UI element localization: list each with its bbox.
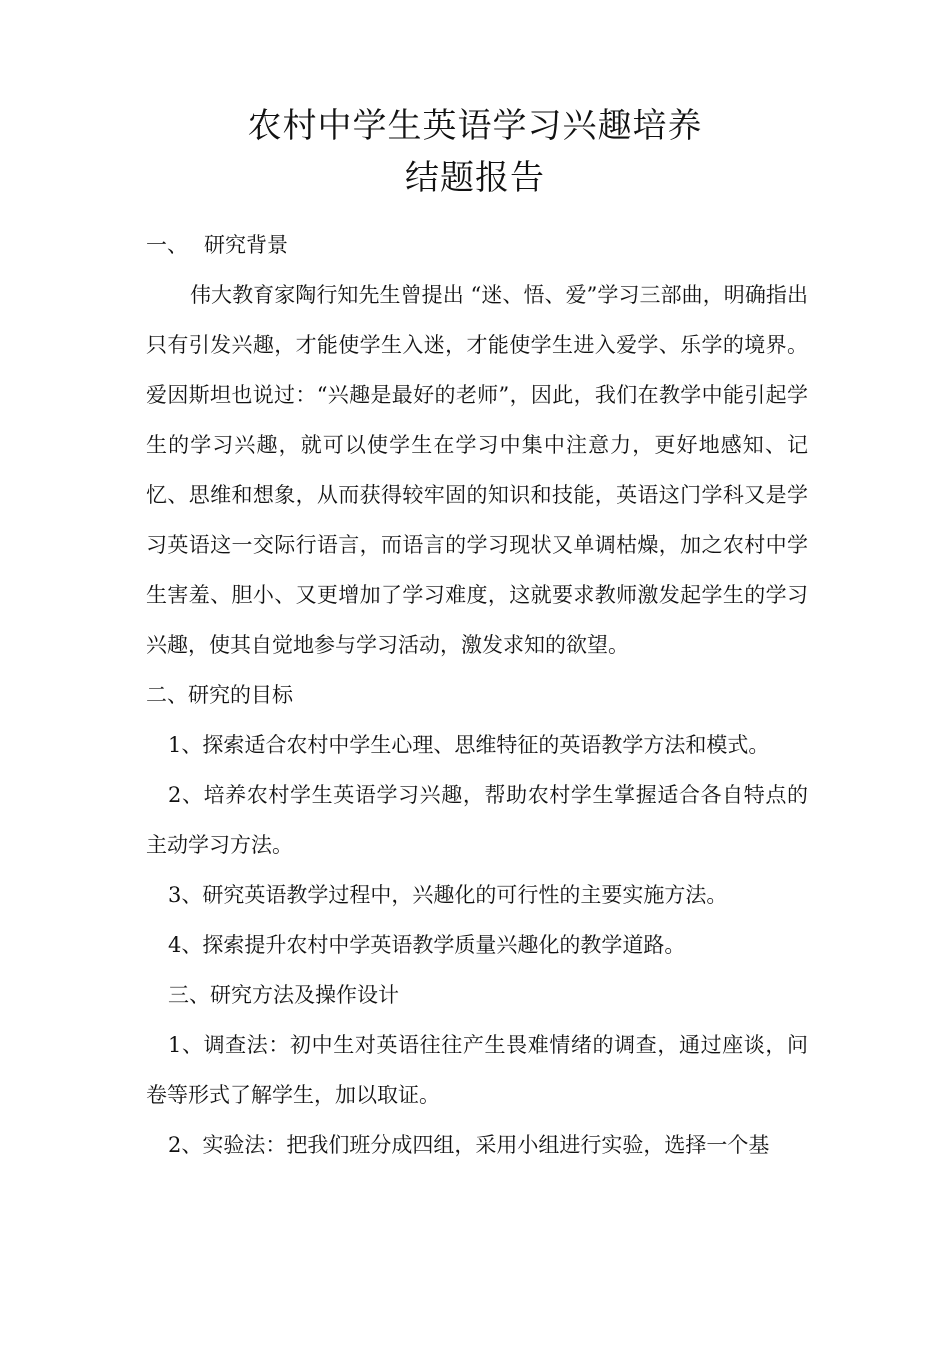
section-1-heading bbox=[146, 220, 808, 270]
section-3-item-2: 2、实验法：把我们班分成四组，采用小组进行实验，选择一个基 bbox=[168, 1133, 770, 1157]
section-1-number: 一、 bbox=[146, 233, 188, 257]
document-body bbox=[146, 220, 808, 1170]
section-1-paragraph: 伟大教育家陶行知先生曾提出 “迷、悟、爱”学习三部曲，明确指出只有引发兴趣，才能使学生入迷，才能使学生进入爱学、乐学的境界。爱因斯坦也说过：“兴趣是最好的老师”，因此，我们在教学中能引起学生的学习兴趣，就可以使学生在学习中集中注意力，更好地感知、记忆、思维和想象，从而获得较牢固的知识和技能，英语这门学科又是学习英语这一交际行语言，而语言的学习现状又单调枯燥，加之农村中学生害羞、胆小、又更增加了学习难度，这就要求教师激发起学生的学习兴趣，使其自觉地参与学习活动，激发求知的欲望。 bbox=[146, 283, 808, 657]
section-1-title: 研究背景 bbox=[204, 233, 288, 257]
section-2-item-2: 2、培养农村学生英语学习兴趣，帮助农村学生掌握适合各自特点的主动学习方法。 bbox=[146, 783, 808, 857]
section-3-heading: 三、研究方法及操作设计 bbox=[168, 983, 399, 1007]
section-2-item-3: 3、研究英语教学过程中，兴趣化的可行性的主要实施方法。 bbox=[168, 883, 728, 907]
section-2-heading: 二、研究的目标 bbox=[146, 683, 293, 707]
document-title-line-2: 结题报告 bbox=[405, 158, 545, 198]
section-2-item-1: 1、探索适合农村中学生心理、思维特征的英语教学方法和模式。 bbox=[168, 733, 770, 757]
section-2-item-4: 4、探索提升农村中学英语教学质量兴趣化的教学道路。 bbox=[168, 933, 686, 957]
document-title-line-1: 农村中学生英语学习兴趣培养 bbox=[247, 106, 703, 146]
section-3-item-1: 1、调查法：初中生对英语往往产生畏难情绪的调查，通过座谈，问卷等形式了解学生，加以取证。 bbox=[146, 1033, 808, 1107]
